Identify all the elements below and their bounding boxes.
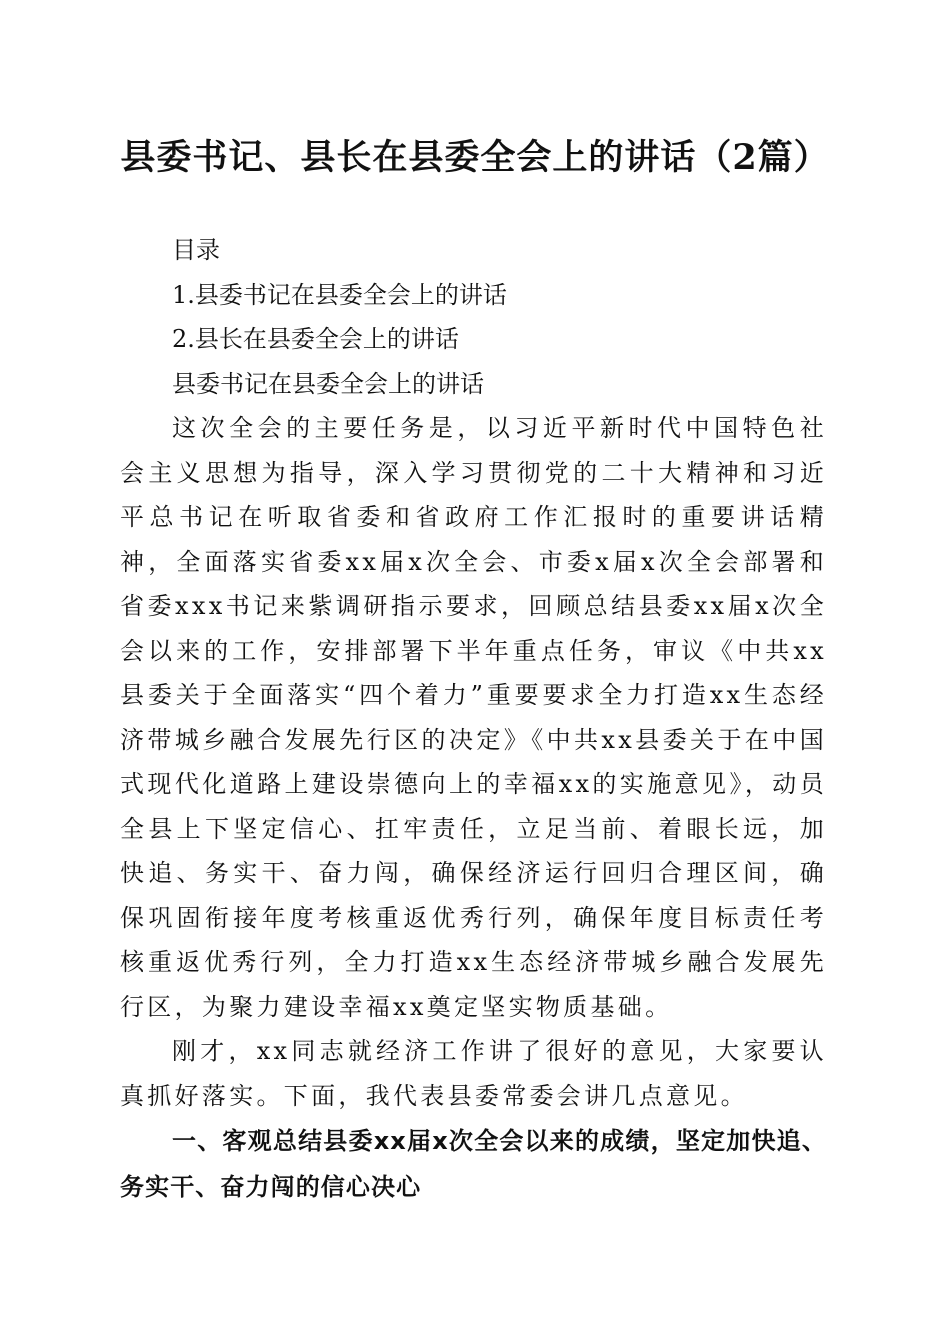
- toc-item: 1.县委书记在县委全会上的讲话: [172, 280, 507, 309]
- section-title: 县委书记在县委全会上的讲话: [172, 369, 484, 398]
- body-paragraph: 刚才，xx同志就经济工作讲了很好的意见，大家要认真抓好落实。下面，我代表县委常委会讲几点意见。: [120, 1037, 827, 1110]
- toc-item: 2.县长在县委全会上的讲话: [172, 325, 459, 353]
- toc-heading: 目录: [172, 236, 220, 264]
- heading-level-1: 一、客观总结县委xx届x次全会以来的成绩，坚定加快追、务实干、奋力闯的信心决心: [120, 1127, 827, 1201]
- document-body: [120, 228, 827, 1210]
- body-paragraph: 这次全会的主要任务是，以习近平新时代中国特色社会主义思想为指导，深入学习贯彻党的二十大精神和习近平总书记在听取省委和省政府工作汇报时的重要讲话精神，全面落实省委xx届x次全会、市委x届x次全会部署和省委xxx书记来紫调研指示要求，回顾总结县委xx届x次全会以来的工作，安排部署下半年重点任务，审议《中共xx县委关于全面落实“四个着力”重要要求全力打造xx生态经济带城乡融合发展先行区的决定》《中共xx县委关于在中国式现代化道路上建设崇德向上的幸福xx的实施意见》，动员全县上下坚定信心、扛牢责任，立足当前、着眼长远，加快追、务实干、奋力闯，确保经济运行回归合理区间，确保巩固衔接年度考核重返优秀行列，确保年度目标责任考核重返优秀行列，全力打造xx生态经济带城乡融合发展先行区，为聚力建设幸福xx奠定坚实物质基础。: [120, 414, 827, 1021]
- document-title: 县委书记、县长在县委全会上的讲话（2篇）: [120, 137, 830, 178]
